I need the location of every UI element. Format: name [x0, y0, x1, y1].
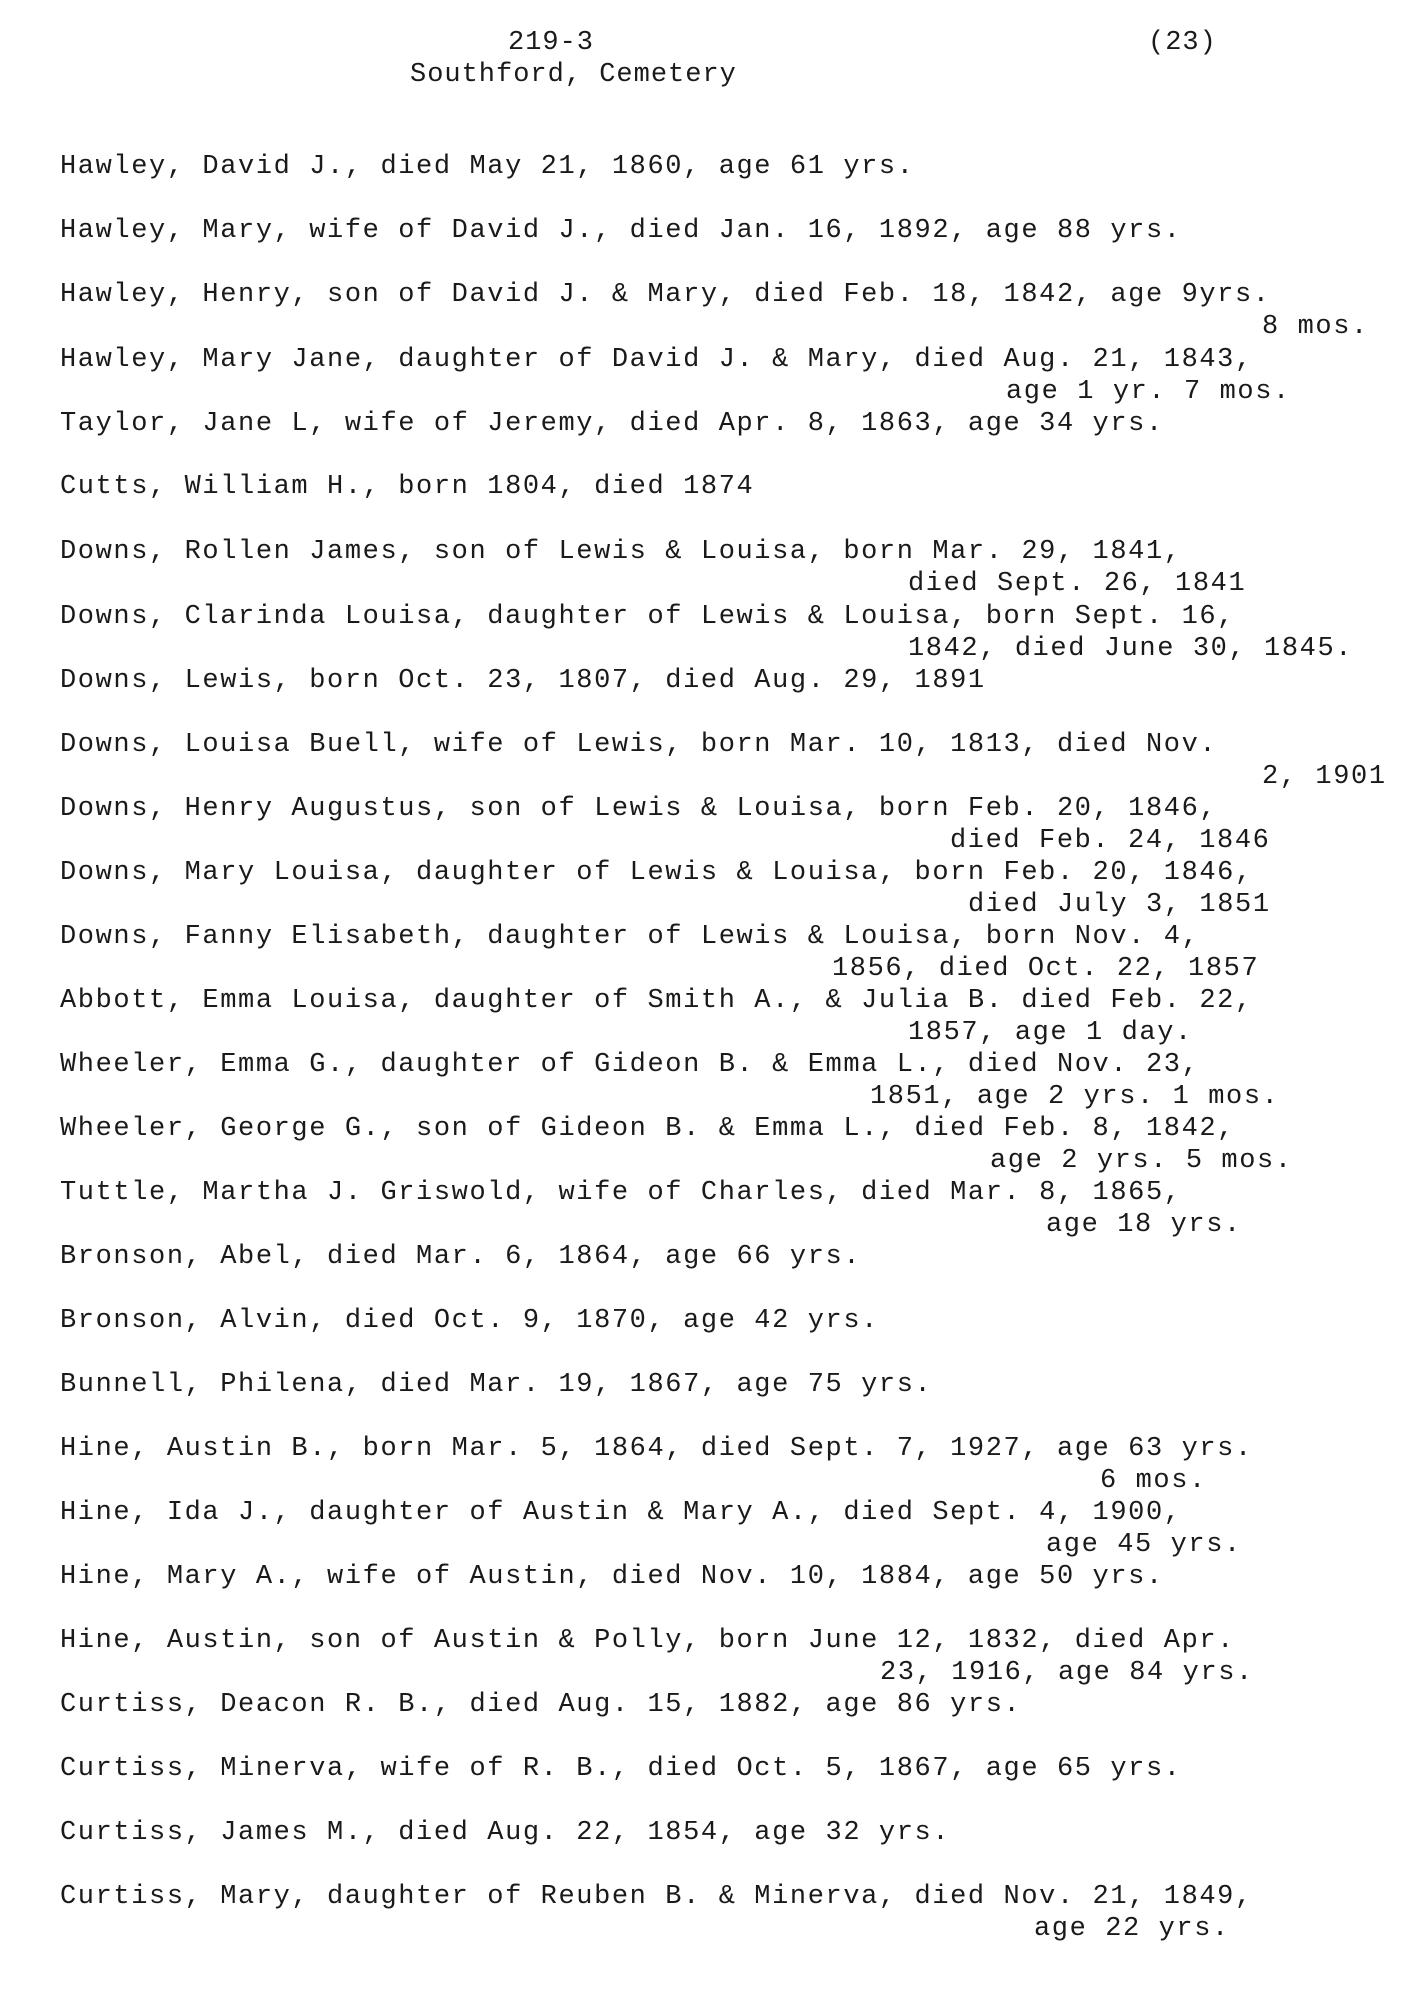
burial-entry: [60, 1240, 1380, 1274]
entry-line: Hine, Ida J., daughter of Austin & Mary A., died Sept. 4, 1900,: [60, 1498, 1182, 1528]
entry-continuation: died Feb. 24, 1846: [950, 826, 1271, 856]
burial-entry: [60, 1688, 1380, 1722]
burial-entry: [60, 920, 1380, 986]
entry-continuation: 2, 1901: [1262, 762, 1387, 792]
entry-line: Downs, Rollen James, son of Lewis & Louisa, born Mar. 29, 1841,: [60, 537, 1182, 567]
entry-line: Bronson, Alvin, died Oct. 9, 1870, age 42 yrs.: [60, 1306, 879, 1336]
entry-continuation: 1857, age 1 day.: [908, 1018, 1193, 1048]
entry-line: Curtiss, Minerva, wife of R. B., died Oct. 5, 1867, age 65 yrs.: [60, 1754, 1182, 1784]
burial-entry: [60, 470, 1380, 504]
entry-continuation: died July 3, 1851: [968, 890, 1271, 920]
entry-line: Downs, Mary Louisa, daughter of Lewis & Louisa, born Feb. 20, 1846,: [60, 858, 1253, 888]
entry-line: Downs, Clarinda Louisa, daughter of Lewis & Louisa, born Sept. 16,: [60, 602, 1235, 632]
burial-entry: [60, 856, 1380, 922]
entry-continuation: 8 mos.: [1262, 312, 1369, 342]
entry-continuation: 6 mos.: [1100, 1466, 1207, 1496]
burial-entry: [60, 407, 1380, 441]
entry-line: Curtiss, Deacon R. B., died Aug. 15, 1882, age 86 yrs.: [60, 1690, 1022, 1720]
burial-entry: [60, 984, 1380, 1050]
burial-entry: [60, 1304, 1380, 1338]
burial-entry: [60, 1048, 1380, 1114]
entry-continuation: age 18 yrs.: [1046, 1210, 1242, 1240]
entry-line: Hine, Austin B., born Mar. 5, 1864, died Sept. 7, 1927, age 63 yrs.: [60, 1434, 1253, 1464]
burial-entry: [60, 1176, 1380, 1242]
burial-entry: [60, 792, 1380, 858]
entry-line: Downs, Lewis, born Oct. 23, 1807, died Aug. 29, 1891: [60, 666, 986, 696]
burial-entry: [60, 664, 1380, 698]
burial-entry: [60, 1816, 1380, 1850]
entry-line: Hine, Mary A., wife of Austin, died Nov. 10, 1884, age 50 yrs.: [60, 1562, 1164, 1592]
entry-line: Abbott, Emma Louisa, daughter of Smith A., & Julia B. died Feb. 22,: [60, 986, 1253, 1016]
burial-entry: [60, 150, 1380, 184]
entry-line: Cutts, William H., born 1804, died 1874: [60, 472, 755, 502]
entry-continuation: age 22 yrs.: [1034, 1914, 1230, 1944]
burial-entry: [60, 1368, 1380, 1402]
burial-entry: [60, 214, 1380, 248]
burial-entry: [60, 728, 1387, 794]
burial-entry: [60, 1496, 1380, 1562]
entry-continuation: 1842, died June 30, 1845.: [908, 634, 1354, 664]
entry-line: Wheeler, George G., son of Gideon B. & Emma L., died Feb. 8, 1842,: [60, 1114, 1235, 1144]
entry-line: Hawley, David J., died May 21, 1860, age 61 yrs.: [60, 152, 915, 182]
entry-continuation: age 45 yrs.: [1046, 1530, 1242, 1560]
entry-line: Hawley, Mary Jane, daughter of David J. & Mary, died Aug. 21, 1843,: [60, 345, 1253, 375]
entry-continuation: died Sept. 26, 1841: [908, 569, 1247, 599]
burial-entry: [60, 343, 1380, 409]
entry-continuation: 1856, died Oct. 22, 1857: [832, 954, 1260, 984]
record-number: 219-3: [508, 28, 595, 58]
burial-entry: [60, 1880, 1380, 1946]
entry-line: Taylor, Jane L, wife of Jeremy, died Apr. 8, 1863, age 34 yrs.: [60, 409, 1164, 439]
entry-continuation: 1851, age 2 yrs. 1 mos.: [870, 1082, 1280, 1112]
cemetery-title: Southford, Cemetery: [410, 60, 737, 90]
burial-entry: [60, 1560, 1380, 1594]
entry-line: Bunnell, Philena, died Mar. 19, 1867, age 75 yrs.: [60, 1370, 933, 1400]
burial-entry: [60, 278, 1380, 344]
entry-line: Downs, Louisa Buell, wife of Lewis, born Mar. 10, 1813, died Nov.: [60, 730, 1218, 760]
entry-line: Hine, Austin, son of Austin & Polly, born June 12, 1832, died Apr.: [60, 1626, 1235, 1656]
entry-continuation: age 2 yrs. 5 mos.: [990, 1146, 1293, 1176]
entry-line: Downs, Henry Augustus, son of Lewis & Louisa, born Feb. 20, 1846,: [60, 794, 1218, 824]
burial-entry: [60, 535, 1380, 601]
burial-entry: [60, 1112, 1380, 1178]
entry-line: Curtiss, James M., died Aug. 22, 1854, age 32 yrs.: [60, 1818, 951, 1848]
entry-line: Curtiss, Mary, daughter of Reuben B. & Minerva, died Nov. 21, 1849,: [60, 1882, 1253, 1912]
burial-entry: [60, 1432, 1380, 1498]
entry-continuation: 23, 1916, age 84 yrs.: [880, 1658, 1254, 1688]
entry-line: Downs, Fanny Elisabeth, daughter of Lewis & Louisa, born Nov. 4,: [60, 922, 1200, 952]
page-number: (23): [1148, 28, 1217, 58]
entry-continuation: age 1 yr. 7 mos.: [1006, 377, 1291, 407]
burial-entry: [60, 600, 1380, 666]
entry-line: Tuttle, Martha J. Griswold, wife of Charles, died Mar. 8, 1865,: [60, 1178, 1182, 1208]
burial-entry: [60, 1624, 1380, 1690]
entry-line: Wheeler, Emma G., daughter of Gideon B. & Emma L., died Nov. 23,: [60, 1050, 1200, 1080]
burial-entry: [60, 1752, 1380, 1786]
entry-line: Hawley, Mary, wife of David J., died Jan. 16, 1892, age 88 yrs.: [60, 216, 1182, 246]
entry-line: Bronson, Abel, died Mar. 6, 1864, age 66 yrs.: [60, 1242, 862, 1272]
entry-line: Hawley, Henry, son of David J. & Mary, died Feb. 18, 1842, age 9yrs.: [60, 280, 1271, 310]
